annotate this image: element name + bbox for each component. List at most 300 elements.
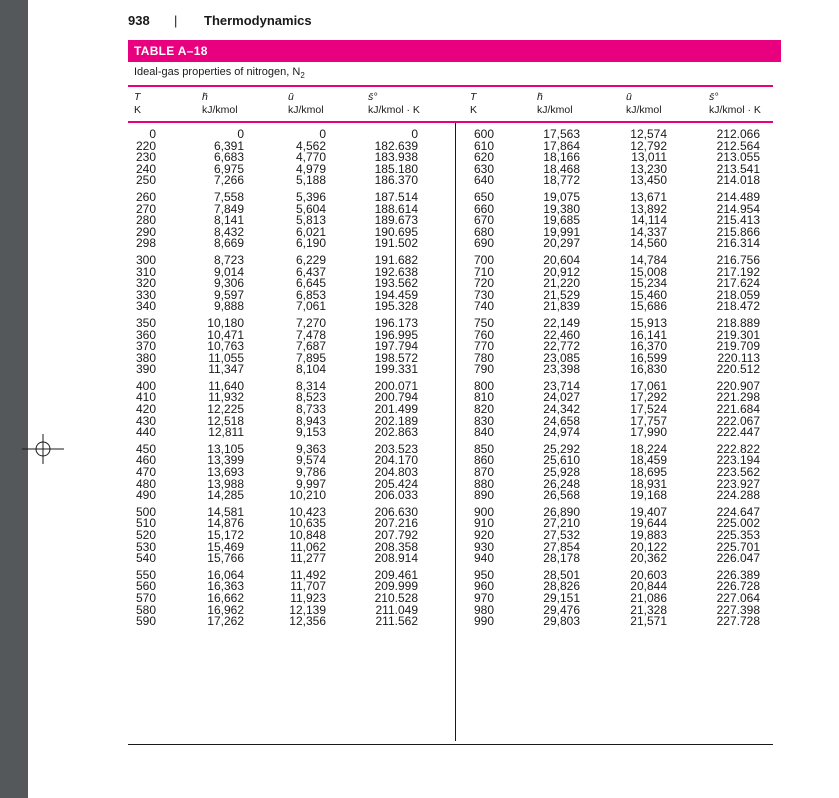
table-cell: 600	[473, 127, 494, 141]
table-cell: 196.173	[374, 315, 418, 330]
header-h-left	[202, 91, 238, 117]
table-cell: 24,658	[543, 413, 580, 428]
table-cell: 300	[135, 252, 156, 267]
table-cell: 17,757	[630, 413, 667, 428]
table-cell: 550	[135, 567, 156, 582]
table-cell: 470	[135, 465, 156, 480]
table-cell: 0	[237, 127, 244, 141]
table-cell: 790	[473, 362, 494, 377]
table-cell: 18,468	[543, 161, 580, 176]
table-cell: 197.794	[374, 339, 418, 354]
table-cell: 20,604	[543, 252, 580, 267]
table-cell: 204.803	[374, 465, 418, 480]
table-cell: 191.502	[374, 236, 418, 251]
header-u-unit: kJ/kmol	[288, 104, 324, 116]
table-cell: 860	[473, 453, 494, 468]
table-cell: 193.562	[374, 276, 418, 291]
table-cell: 500	[135, 504, 156, 519]
table-cell: 201.499	[374, 402, 418, 417]
table-cell: 13,450	[630, 173, 667, 188]
table-cell: 460	[135, 453, 156, 468]
header-h-symbol: h̄	[537, 91, 543, 103]
header-s-unit: kJ/kmol · K	[709, 104, 761, 116]
table-cell: 206.033	[374, 488, 418, 503]
table-cell: 690	[473, 236, 494, 251]
table-cell: 17,061	[630, 378, 667, 393]
table-cell: 19,380	[543, 201, 580, 216]
table-cell: 18,772	[543, 173, 580, 188]
table-cell: 11,062	[290, 539, 326, 554]
table-cell: 340	[135, 299, 156, 314]
table-cell: 226.728	[716, 579, 760, 594]
table-cell: 8,943	[295, 413, 326, 428]
table-cell: 225.353	[716, 528, 760, 542]
table-cell: 207.792	[374, 528, 418, 542]
table-cell: 880	[473, 476, 494, 491]
header-u-symbol: ū	[626, 91, 632, 103]
table-cell: 223.194	[716, 453, 760, 468]
table-cell: 14,337	[630, 224, 667, 239]
table-cell: 25,610	[543, 453, 580, 468]
table-cell: 650	[473, 189, 494, 204]
table-cell: 212.066	[716, 127, 760, 141]
table-cell: 930	[473, 539, 494, 554]
table-cell: 20,844	[630, 579, 667, 594]
table-cell: 370	[135, 339, 156, 354]
table-cell: 220	[135, 138, 156, 153]
table-cell: 730	[473, 287, 494, 302]
table-cell: 770	[473, 339, 494, 354]
table-cell: 16,370	[630, 339, 667, 354]
table-cell: 227.064	[716, 590, 760, 605]
table-cell: 610	[473, 138, 494, 153]
table-bottom-rule	[128, 744, 773, 745]
table-cell: 12,139	[289, 602, 326, 617]
table-cell: 840	[473, 425, 494, 440]
table-cell: 8,432	[213, 224, 244, 239]
table-cell: 450	[135, 441, 156, 456]
table-cell: 24,027	[543, 390, 580, 405]
table-cell: 670	[473, 213, 494, 228]
table-cell: 720	[473, 276, 494, 291]
table-cell: 29,803	[543, 614, 580, 629]
table-cell: 7,270	[295, 315, 326, 330]
table-cell: 560	[135, 579, 156, 594]
header-separator: |	[174, 13, 178, 28]
table-cell: 209.999	[374, 579, 418, 594]
table-cell: 18,931	[630, 476, 667, 491]
table-cell: 630	[473, 161, 494, 176]
table-cell: 800	[473, 378, 494, 393]
table-cell: 15,008	[630, 264, 667, 279]
table-cell: 17,990	[630, 425, 667, 440]
running-title: Thermodynamics	[204, 13, 312, 28]
table-cell: 221.684	[716, 402, 760, 417]
table-cell: 6,975	[213, 161, 244, 176]
table-cell: 218.889	[716, 315, 760, 330]
table-cell: 222.067	[716, 413, 760, 428]
table-cell: 430	[135, 413, 156, 428]
table-cell: 14,114	[631, 213, 667, 228]
table-cell: 7,266	[213, 173, 244, 188]
table-cell: 10,848	[289, 528, 326, 542]
table-cell: 26,568	[543, 488, 580, 503]
table-cell: 29,151	[543, 590, 580, 605]
header-u-symbol: ū	[288, 91, 294, 103]
table-cell: 198.572	[374, 350, 418, 365]
column-s-right	[692, 129, 760, 628]
table-cell: 6,021	[295, 224, 326, 239]
table-cell: 207.216	[374, 516, 418, 531]
table-cell: 200.071	[374, 378, 418, 393]
table-cell: 260	[135, 189, 156, 204]
table-cell: 8,733	[295, 402, 326, 417]
table-caption-subscript: 2	[300, 71, 305, 81]
table-cell: 420	[135, 402, 156, 417]
table-cell: 13,105	[207, 441, 244, 456]
table-cell: 780	[473, 350, 494, 365]
table-cell: 820	[473, 402, 494, 417]
table-cell: 7,895	[295, 350, 326, 365]
table-cell: 11,492	[290, 567, 326, 582]
table-cell: 13,230	[630, 161, 667, 176]
table-cell: 28,501	[543, 567, 580, 582]
table-cell: 29,476	[543, 602, 580, 617]
table-cell: 380	[135, 350, 156, 365]
table-cell: 27,210	[543, 516, 580, 531]
table-cell: 20,912	[543, 264, 580, 279]
table-cell: 19,685	[543, 213, 580, 228]
table-cell: 224.288	[716, 488, 760, 503]
header-T-symbol: T	[134, 91, 141, 103]
table-cell: 226.389	[716, 567, 760, 582]
table-cell: 27,532	[543, 528, 580, 542]
column-s-left	[352, 129, 418, 628]
table-cell: 0	[319, 127, 326, 141]
table-cell: 9,574	[295, 453, 326, 468]
table-cell: 18,224	[630, 441, 667, 456]
table-cell: 21,529	[543, 287, 580, 302]
table-cell: 227.728	[716, 614, 760, 629]
table-label: TABLE A–18	[134, 44, 208, 58]
table-cell: 13,399	[207, 453, 244, 468]
table-cell: 223.562	[716, 465, 760, 480]
table-cell: 360	[135, 327, 156, 342]
table-cell: 7,849	[213, 201, 244, 216]
table-cell: 350	[135, 315, 156, 330]
table-cell: 213.055	[716, 150, 760, 165]
table-cell: 22,460	[543, 327, 580, 342]
table-cell: 19,644	[630, 516, 667, 531]
table-cell: 290	[135, 224, 156, 239]
table-cell: 5,813	[295, 213, 326, 228]
table-cell: 6,229	[295, 252, 326, 267]
table-cell: 8,314	[295, 378, 326, 393]
table-cell: 7,478	[295, 327, 326, 342]
table-cell: 25,928	[543, 465, 580, 480]
table-cell: 218.059	[716, 287, 760, 302]
table-cell: 15,913	[630, 315, 667, 330]
table-cell: 203.523	[374, 441, 418, 456]
table-cell: 8,104	[295, 362, 326, 377]
table-cell: 6,645	[295, 276, 326, 291]
table-cell: 910	[473, 516, 494, 531]
table-cell: 212.564	[716, 138, 760, 153]
table-cell: 590	[135, 614, 156, 629]
header-T-symbol: T	[470, 91, 477, 103]
table-cell: 191.682	[374, 252, 418, 267]
table-cell: 5,396	[295, 189, 326, 204]
table-cell: 440	[135, 425, 156, 440]
header-h-symbol: h̄	[202, 91, 208, 103]
table-cell: 14,581	[207, 504, 244, 519]
table-cell: 680	[473, 224, 494, 239]
table-cell: 204.170	[374, 453, 418, 468]
table-cell: 980	[473, 602, 494, 617]
table-cell: 214.018	[716, 173, 760, 188]
column-divider	[455, 123, 456, 741]
table-cell: 20,297	[543, 236, 580, 251]
table-cell: 660	[473, 201, 494, 216]
table-cell: 195.328	[374, 299, 418, 314]
table-cell: 14,784	[630, 252, 667, 267]
table-cell: 400	[135, 378, 156, 393]
table-cell: 990	[473, 614, 494, 629]
table-cell: 16,830	[630, 362, 667, 377]
header-s-symbol: s̄°	[709, 91, 719, 103]
table-cell: 16,141	[630, 327, 667, 342]
table-cell: 12,518	[207, 413, 244, 428]
table-cell: 6,391	[213, 138, 244, 153]
header-s-left	[368, 91, 420, 117]
table-cell: 7,687	[295, 339, 326, 354]
table-cell: 27,854	[543, 539, 580, 554]
table-cell: 211.049	[375, 602, 418, 617]
table-cell: 196.995	[374, 327, 418, 342]
page-number: 938	[128, 13, 150, 28]
registration-mark-icon	[22, 434, 64, 464]
table-cell: 214.954	[716, 201, 760, 216]
table-cell: 15,766	[207, 551, 244, 566]
table-cell: 14,876	[207, 516, 244, 531]
table-cell: 12,792	[630, 138, 667, 153]
table-cell: 8,723	[213, 252, 244, 267]
table-cell: 28,826	[543, 579, 580, 594]
table-cell: 13,693	[207, 465, 244, 480]
table-cell: 740	[473, 299, 494, 314]
table-cell: 206.630	[374, 504, 418, 519]
table-cell: 20,122	[630, 539, 667, 554]
table-cell: 7,061	[295, 299, 326, 314]
table-cell: 17,524	[630, 402, 667, 417]
table-cell: 5,604	[295, 201, 326, 216]
header-top-rule	[128, 85, 773, 87]
table-cell: 219.709	[716, 339, 760, 354]
table-cell: 225.002	[716, 516, 760, 531]
table-cell: 11,923	[290, 590, 326, 605]
table-cell: 19,075	[543, 189, 580, 204]
column-h-left	[180, 129, 244, 628]
table-cell: 11,932	[208, 390, 244, 405]
table-cell: 810	[473, 390, 494, 405]
table-cell: 12,574	[630, 127, 667, 141]
table-cell: 540	[135, 551, 156, 566]
table-cell: 890	[473, 488, 494, 503]
table-cell: 940	[473, 551, 494, 566]
table-cell: 188.614	[374, 201, 418, 216]
table-cell: 199.331	[374, 362, 418, 377]
table-cell: 216.314	[716, 236, 760, 251]
table-cell: 710	[473, 264, 494, 279]
table-cell: 15,172	[207, 528, 244, 542]
table-cell: 510	[135, 516, 156, 531]
table-cell: 700	[473, 252, 494, 267]
table-cell: 217.624	[716, 276, 760, 291]
table-cell: 9,888	[213, 299, 244, 314]
table-cell: 17,262	[207, 614, 244, 629]
table-cell: 190.695	[374, 224, 418, 239]
table-cell: 320	[135, 276, 156, 291]
table-cell: 17,864	[543, 138, 580, 153]
table-cell: 5,188	[295, 173, 326, 188]
table-cell: 227.398	[716, 602, 760, 617]
table-cell: 12,811	[208, 425, 244, 440]
table-cell: 222.447	[716, 425, 760, 440]
table-cell: 16,363	[207, 579, 244, 594]
table-cell: 185.180	[374, 161, 418, 176]
table-cell: 13,892	[630, 201, 667, 216]
table-cell: 23,714	[543, 378, 580, 393]
table-cell: 410	[135, 390, 156, 405]
table-cell: 21,086	[630, 590, 667, 605]
table-cell: 15,460	[630, 287, 667, 302]
header-h-right	[537, 91, 573, 117]
table-cell: 20,362	[630, 551, 667, 566]
table-cell: 8,669	[213, 236, 244, 251]
table-cell: 11,277	[290, 551, 326, 566]
header-s-right	[709, 91, 761, 117]
table-cell: 18,459	[630, 453, 667, 468]
header-T-unit: K	[470, 104, 478, 116]
table-cell: 11,640	[208, 378, 244, 393]
table-cell: 215.413	[716, 213, 760, 228]
table-cell: 10,210	[289, 488, 326, 503]
table-cell: 20,603	[630, 567, 667, 582]
table-cell: 390	[135, 362, 156, 377]
table-cell: 21,220	[543, 276, 580, 291]
table-cell: 205.424	[374, 476, 418, 491]
table-cell: 0	[411, 127, 418, 141]
table-cell: 270	[135, 201, 156, 216]
table-cell: 11,055	[208, 350, 244, 365]
table-cell: 15,686	[630, 299, 667, 314]
table-cell: 24,342	[543, 402, 580, 417]
table-cell: 19,991	[543, 224, 580, 239]
header-h-unit: kJ/kmol	[202, 104, 238, 116]
table-cell: 10,423	[289, 504, 326, 519]
table-cell: 9,786	[295, 465, 326, 480]
table-cell: 21,839	[543, 299, 580, 314]
table-cell: 6,437	[295, 264, 326, 279]
table-cell: 221.298	[716, 390, 760, 405]
table-cell: 17,563	[543, 127, 580, 141]
table-cell: 28,178	[543, 551, 580, 566]
header-h-unit: kJ/kmol	[537, 104, 573, 116]
table-cell: 960	[473, 579, 494, 594]
table-cell: 208.358	[374, 539, 418, 554]
table-cell: 16,064	[207, 567, 244, 582]
table-cell: 11,707	[290, 579, 326, 594]
table-cell: 226.047	[716, 551, 760, 566]
table-cell: 13,988	[207, 476, 244, 491]
table-cell: 220.512	[716, 362, 760, 377]
table-cell: 26,890	[543, 504, 580, 519]
table-cell: 202.863	[374, 425, 418, 440]
table-cell: 920	[473, 528, 494, 542]
table-cell: 950	[473, 567, 494, 582]
table-cell: 23,085	[543, 350, 580, 365]
table-cell: 19,407	[630, 504, 667, 519]
table-cell: 15,469	[207, 539, 244, 554]
table-cell: 4,562	[295, 138, 326, 153]
header-bottom-rule	[128, 121, 773, 123]
table-cell: 223.927	[716, 476, 760, 491]
table-cell: 298	[135, 236, 156, 251]
table-cell: 208.914	[374, 551, 418, 566]
table-cell: 230	[135, 150, 156, 165]
table-cell: 310	[135, 264, 156, 279]
table-cell: 870	[473, 465, 494, 480]
table-cell: 850	[473, 441, 494, 456]
header-u-unit: kJ/kmol	[626, 104, 662, 116]
table-cell: 186.370	[374, 173, 418, 188]
page-margin-bar	[0, 0, 28, 798]
table-cell: 9,597	[213, 287, 244, 302]
header-u-right	[626, 91, 662, 117]
table-cell: 214.489	[716, 189, 760, 204]
table-cell: 580	[135, 602, 156, 617]
table-caption	[134, 66, 305, 80]
table-cell: 640	[473, 173, 494, 188]
table-cell: 219.301	[716, 327, 760, 342]
table-cell: 250	[135, 173, 156, 188]
table-cell: 215.866	[716, 224, 760, 239]
table-cell: 4,770	[295, 150, 326, 165]
table-cell: 222.822	[716, 441, 760, 456]
table-cell: 10,635	[289, 516, 326, 531]
header-u-left	[288, 91, 324, 117]
table-caption-text: Ideal-gas properties of nitrogen, N	[134, 66, 301, 78]
table-cell: 18,695	[630, 465, 667, 480]
table-cell: 480	[135, 476, 156, 491]
table-cell: 16,599	[630, 350, 667, 365]
table-cell: 220.113	[717, 350, 760, 365]
table-cell: 9,014	[213, 264, 244, 279]
column-T-right	[458, 129, 494, 628]
table-cell: 202.189	[374, 413, 418, 428]
header-s-unit: kJ/kmol · K	[368, 104, 420, 116]
table-cell: 220.907	[716, 378, 760, 393]
table-cell: 19,168	[630, 488, 667, 503]
table-cell: 182.639	[374, 138, 418, 153]
table-cell: 830	[473, 413, 494, 428]
table-cell: 16,962	[207, 602, 244, 617]
table-cell: 210.528	[374, 590, 418, 605]
table-cell: 4,979	[295, 161, 326, 176]
table-cell: 240	[135, 161, 156, 176]
table-cell: 225.701	[716, 539, 760, 554]
table-cell: 22,149	[543, 315, 580, 330]
